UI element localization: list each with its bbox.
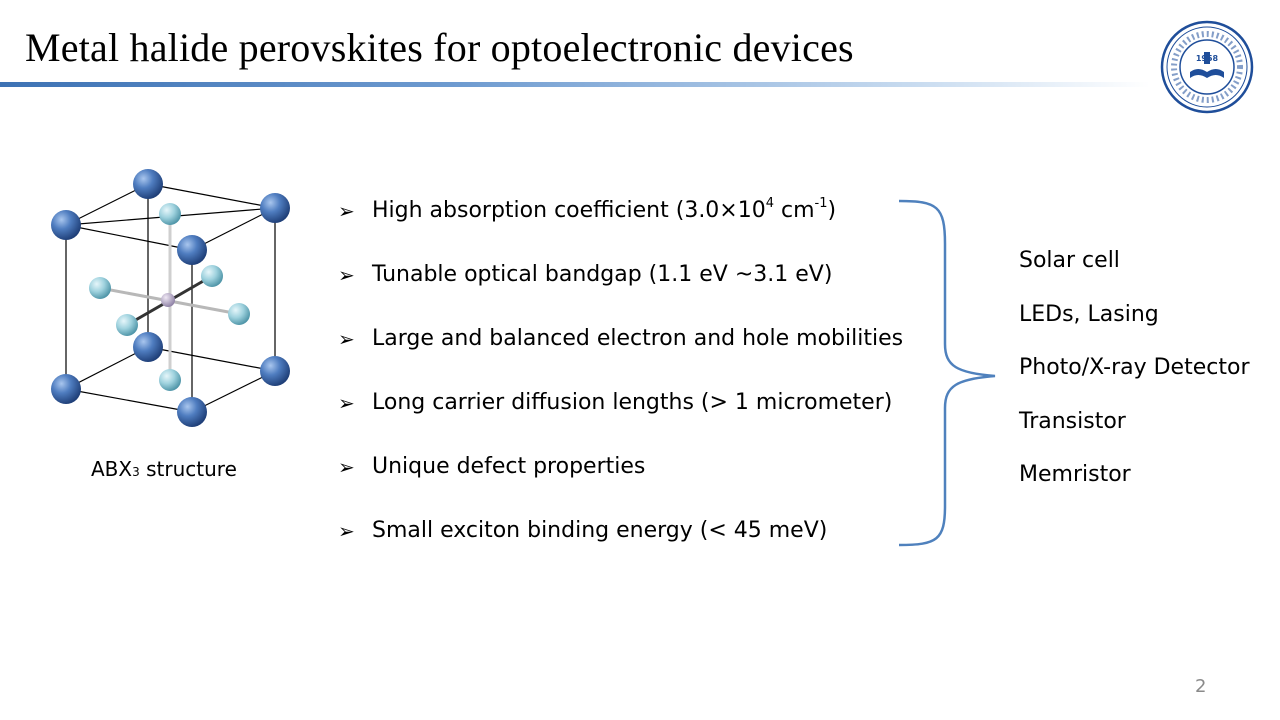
arrow-bullet-icon: ➢ — [338, 263, 355, 287]
caption-formula: ABX — [91, 457, 133, 481]
application-item: Solar cell — [1019, 248, 1120, 273]
property-item — [338, 452, 903, 516]
structure-caption — [91, 457, 237, 481]
university-seal-icon — [1160, 20, 1254, 114]
property-item — [338, 388, 903, 452]
property-text-tail: ) — [827, 198, 837, 223]
property-text: Unique defect properties — [372, 454, 646, 479]
property-item — [338, 324, 903, 388]
seal-year: 1958 — [1195, 54, 1219, 63]
caption-subscript: 3 — [132, 465, 140, 479]
arrow-bullet-icon: ➢ — [338, 455, 355, 479]
property-superscript: -1 — [814, 195, 828, 211]
page-number: 2 — [1195, 676, 1207, 697]
property-text: High absorption coefficient (3.0×10 — [372, 198, 766, 223]
property-item — [338, 260, 903, 324]
property-text: Large and balanced electron and hole mobilities — [372, 326, 904, 351]
application-item: Transistor — [1019, 408, 1126, 434]
application-item: Memristor — [1019, 462, 1131, 487]
property-text: Long carrier diffusion lengths (> 1 micrometer) — [372, 390, 893, 415]
property-list — [338, 196, 903, 580]
property-item — [338, 196, 903, 260]
property-text-unit: cm — [774, 198, 815, 223]
arrow-bullet-icon: ➢ — [338, 199, 355, 223]
title-underline — [0, 82, 1150, 87]
application-item: LEDs, Lasing — [1019, 301, 1159, 327]
property-text: Small exciton binding energy (< 45 meV) — [372, 518, 828, 543]
a-site-atom — [161, 293, 175, 307]
property-text: Tunable optical bandgap (1.1 eV ~3.1 eV) — [372, 262, 833, 287]
property-superscript: 4 — [765, 195, 775, 211]
application-item: Photo/X-ray Detector — [1019, 355, 1250, 380]
slide-title: Metal halide perovskites for optoelectronic devices — [25, 25, 854, 70]
arrow-bullet-icon: ➢ — [338, 519, 355, 543]
perovskite-crystal-structure-icon — [40, 160, 310, 440]
caption-suffix: structure — [139, 457, 237, 481]
application-list — [1019, 244, 1249, 512]
arrow-bullet-icon: ➢ — [338, 327, 355, 351]
right-curly-brace — [895, 196, 1005, 550]
property-item — [338, 516, 903, 580]
arrow-bullet-icon: ➢ — [338, 391, 355, 415]
